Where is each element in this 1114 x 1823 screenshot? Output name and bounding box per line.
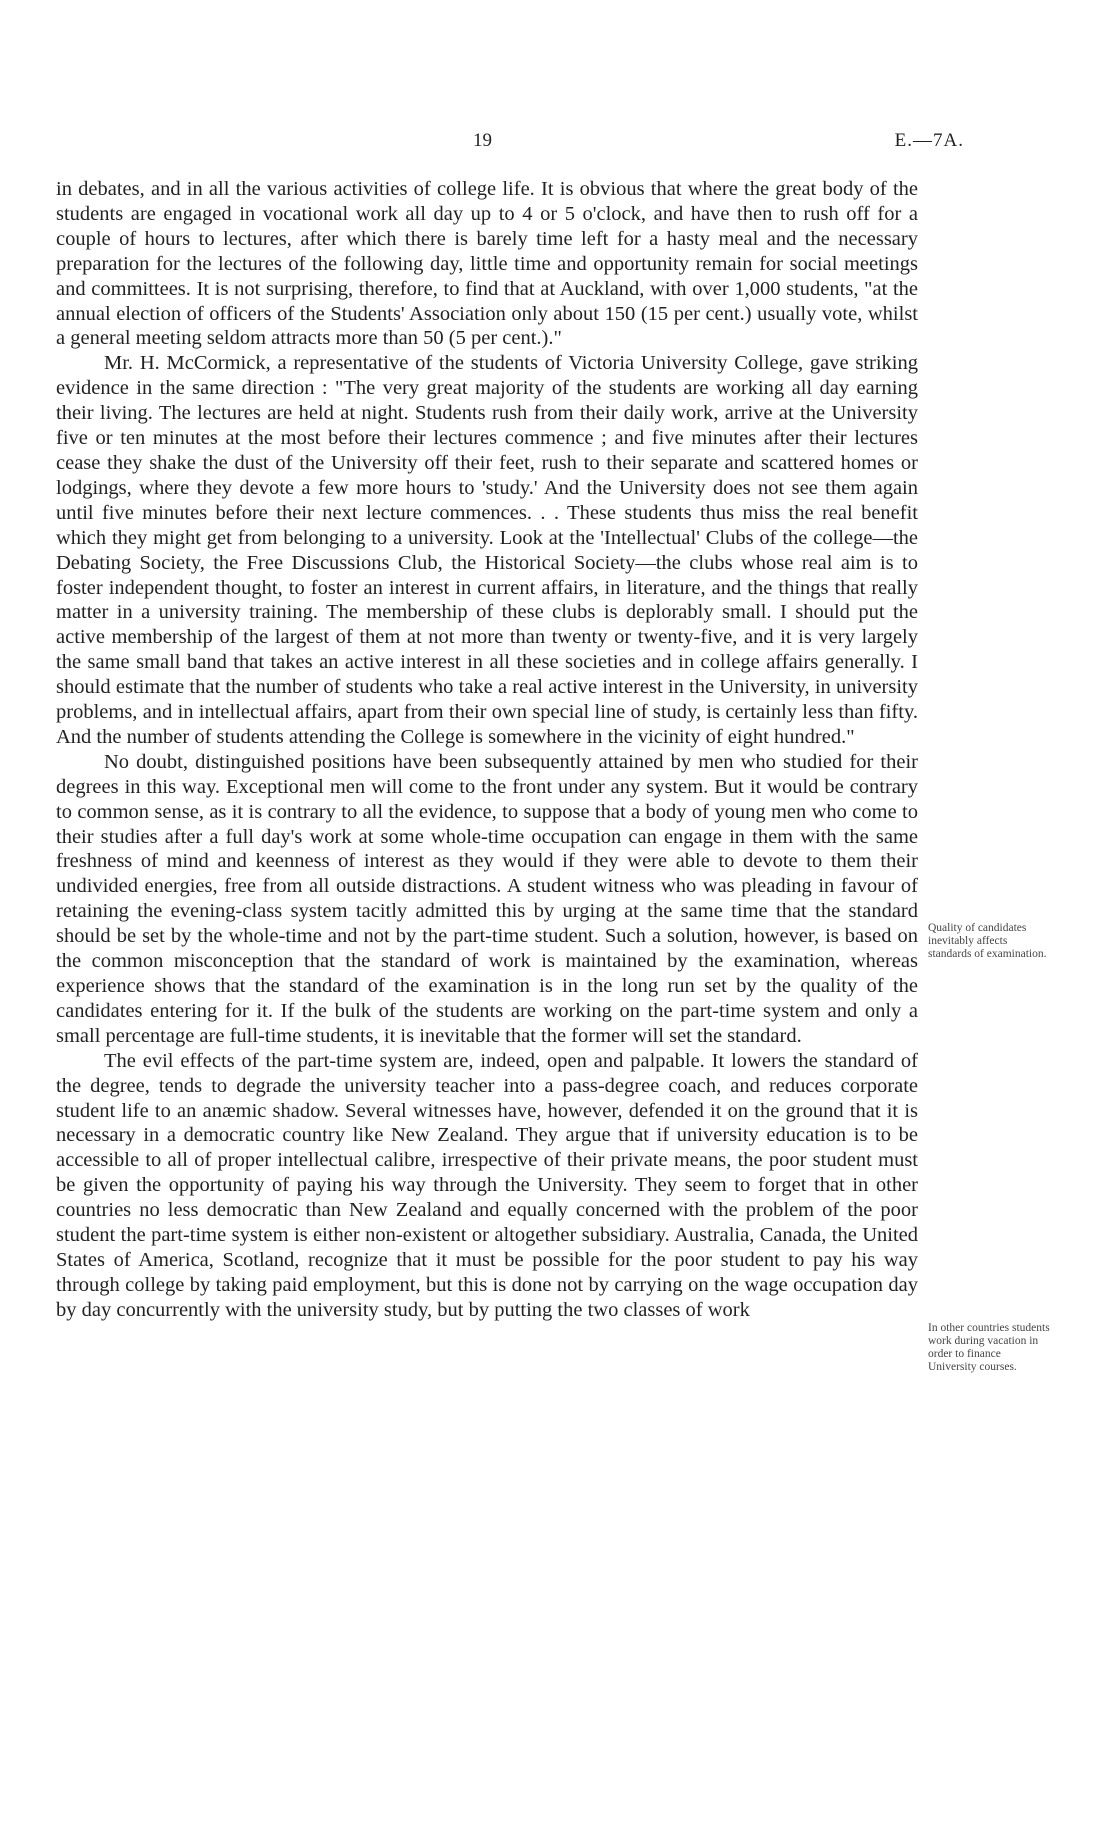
paragraph-continued: in debates, and in all the various activities of college life. It is obvious that where the great body of the students are engaged in vocational work all day up to 4 or 5 o'clock, and have then to rush off for a couple of hours to lectures, after which there is barely time left for a hasty meal and the necessary preparation for the lectures of the following day, little time and opportunity remain for social meetings and committees. It is not surprising, therefore, to find that at Auckland, with over 1,000 students, "at the annual election of officers of the Students' Association only about 150 (15 per cent.) usually vote, whilst a general meeting seldom attracts more than 50 (5 per cent.)."	[56, 178, 918, 350]
margin-note-quality: Quality of candidates inevitably affects standards of examination.	[928, 922, 1047, 960]
body-text	[56, 177, 918, 1323]
paragraph-part-time-standards: No doubt, distinguished positions have been subsequently attained by men who studied for their degrees in this way. Exceptional men will come to the front under any system. But it would be contrary to common sense, as it is contrary to all the evidence, to suppose that a body of young men who come to their studies after a full day's work at some whole-time occupation can engage in them with the same freshness of mind and keenness of interest as they would if they were able to devote to them their undivided energies, free from all outside distractions. A student witness who was pleading in favour of retaining the evening-class system tacitly admitted this by urging at the same time that the standard should be set by the whole-time and not by the part-time student. Such a solution, however, is based on the common misconception that the standard of work is maintained by the examination, whereas experience shows that the standard of the examination is in the long run set by the quality of the candidates entering for it. If the bulk of the students are working on the part-time system and only a small percentage are full-time students, it is inevitable that the former will set the standard.	[56, 750, 918, 1047]
document-reference: E.—7A.	[894, 130, 964, 151]
margin-note-other-countries: In other countries students work during vacation in order to finance University courses.	[928, 1322, 1050, 1373]
paragraph-mccormick-evidence: Mr. H. McCormick, a representative of the students of Victoria University College, gave striking evidence in the same direction : "The very great majority of the students are working all day earning their living. The lectures are held at night. Students rush from their daily work, arrive at the University five or ten minutes at the most before their lectures commence ; and five minutes after their lectures cease they shake the dust of the University off their feet, rush to their separate and scattered homes or lodgings, where they devote a few more hours to 'study.' And the University does not see them again until five minutes before their next lecture commences. . . These students thus miss the real benefit which they might get from belonging to a university. Look at the 'Intellectual' Clubs of the college—the Debating Society, the Free Discussions Club, the Historical Society—the clubs whose real aim is to foster independent thought, to foster an interest in current affairs, in literature, and the things that really matter in a university training. The membership of these clubs is deplorably small. I should put the active membership of the largest of them at not more than twenty or twenty-five, and it is very largely the same small band that takes an active interest in all these societies and in college affairs generally. I should estimate that the number of students who take a real active interest in the University, in university problems, and in intellectual affairs, apart from their own special line of study, is certainly less than fifty. And the number of students attending the College is somewhere in the vicinity of eight hundred."	[56, 352, 918, 748]
paragraph-evil-effects: The evil effects of the part-time system are, indeed, open and palpable. It lowers the standard of the degree, tends to degrade the university teacher into a pass-degree coach, and reduces corporate student life to an anæmic shadow. Several witnesses have, however, defended it on the ground that it is necessary in a democratic country like New Zealand. They argue that if university education is to be accessible to all of proper intellectual calibre, irrespective of their private means, the poor student must be given the opportunity of paying his way through the University. They seem to forget that in other countries no less democratic than New Zealand and equally concerned with the problem of the poor student the part-time system is either non-existent or altogether subsidiary. Australia, Canada, the United States of America, Scotland, recognize that it must be possible for the poor student to pay his way through college by taking paid employment, but this is done not by carrying on the wage occupation day by day concurrently with the university study, but by putting the two classes of work	[56, 1049, 918, 1321]
page-number: 19	[473, 130, 492, 151]
